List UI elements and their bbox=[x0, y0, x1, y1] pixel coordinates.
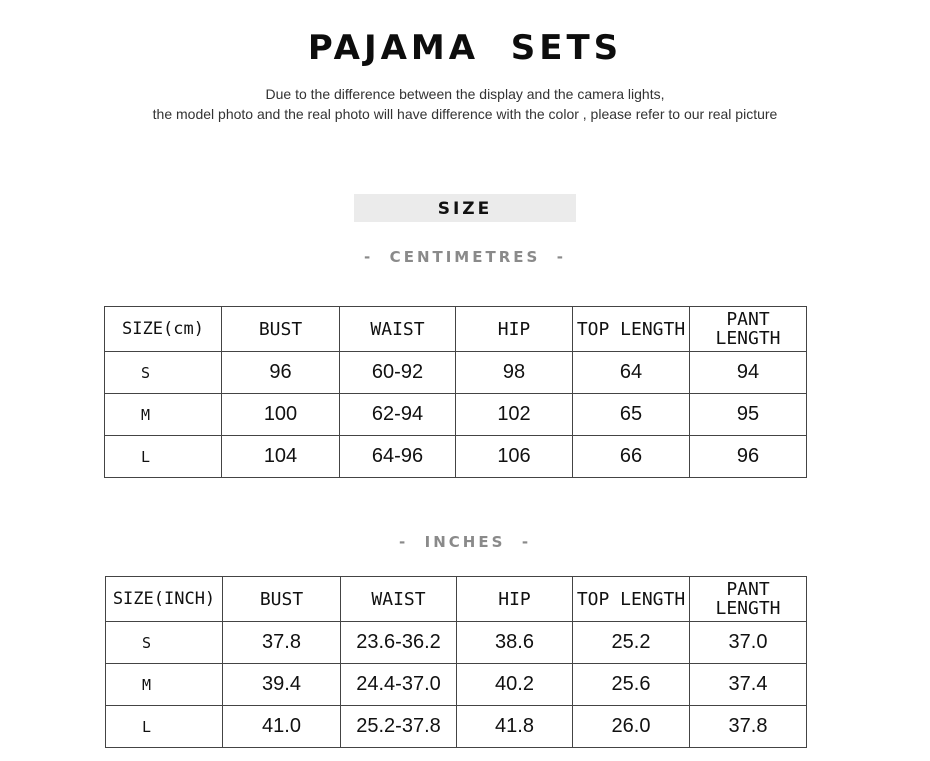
table-cell: 39.4 bbox=[223, 664, 341, 706]
column-header: WAIST bbox=[340, 307, 456, 352]
size-table-centimetres bbox=[104, 306, 807, 478]
inches-heading: - INCHES - bbox=[398, 533, 532, 551]
size-table-inches bbox=[105, 576, 807, 748]
centimetres-heading: - CENTIMETRES - bbox=[364, 248, 566, 266]
page-title: PAJAMA SETS bbox=[307, 28, 623, 68]
size-cell: M bbox=[106, 664, 223, 706]
column-header: WAIST bbox=[341, 577, 457, 622]
table-header-row bbox=[105, 307, 807, 352]
table-cell: 95 bbox=[690, 394, 807, 436]
table-cell: 41.8 bbox=[457, 706, 573, 748]
table-cell: 104 bbox=[222, 436, 340, 478]
column-header: TOP LENGTH bbox=[573, 307, 690, 352]
table-cell: 64 bbox=[573, 352, 690, 394]
table-cell: 40.2 bbox=[457, 664, 573, 706]
table-cell: 60-92 bbox=[340, 352, 456, 394]
table-cell: 37.8 bbox=[223, 622, 341, 664]
table-cell: 41.0 bbox=[223, 706, 341, 748]
table-cell: 23.6-36.2 bbox=[341, 622, 457, 664]
table-row bbox=[106, 622, 807, 664]
table-cell: 96 bbox=[222, 352, 340, 394]
table-cell: 100 bbox=[222, 394, 340, 436]
column-header: PANT LENGTH bbox=[690, 307, 807, 352]
size-cell: S bbox=[106, 622, 223, 664]
size-cell: S bbox=[105, 352, 222, 394]
size-cell: L bbox=[106, 706, 223, 748]
table-cell: 26.0 bbox=[573, 706, 690, 748]
table-cell: 65 bbox=[573, 394, 690, 436]
column-header: PANT LENGTH bbox=[690, 577, 807, 622]
table-cell: 25.6 bbox=[573, 664, 690, 706]
table-cell: 64-96 bbox=[340, 436, 456, 478]
table-cell: 38.6 bbox=[457, 622, 573, 664]
column-header: SIZE(INCH) bbox=[106, 577, 223, 622]
table-cell: 66 bbox=[573, 436, 690, 478]
column-header: SIZE(cm) bbox=[105, 307, 222, 352]
table-cell: 62-94 bbox=[340, 394, 456, 436]
table-cell: 37.4 bbox=[690, 664, 807, 706]
table-cell: 24.4-37.0 bbox=[341, 664, 457, 706]
table-cell: 106 bbox=[456, 436, 573, 478]
table-row bbox=[105, 394, 807, 436]
notice-line-2: the model photo and the real photo will have difference with the color , please refer to our real picture bbox=[152, 106, 778, 122]
table-cell: 96 bbox=[690, 436, 807, 478]
column-header: BUST bbox=[222, 307, 340, 352]
column-header: HIP bbox=[457, 577, 573, 622]
table-header-row bbox=[106, 577, 807, 622]
size-cell: M bbox=[105, 394, 222, 436]
table-row bbox=[105, 352, 807, 394]
table-row bbox=[106, 664, 807, 706]
table-cell: 102 bbox=[456, 394, 573, 436]
table-cell: 25.2 bbox=[573, 622, 690, 664]
column-header: HIP bbox=[456, 307, 573, 352]
table-cell: 25.2-37.8 bbox=[341, 706, 457, 748]
table-cell: 37.8 bbox=[690, 706, 807, 748]
table-row bbox=[105, 436, 807, 478]
column-header: TOP LENGTH bbox=[573, 577, 690, 622]
column-header: BUST bbox=[223, 577, 341, 622]
table-cell: 37.0 bbox=[690, 622, 807, 664]
table-cell: 98 bbox=[456, 352, 573, 394]
notice-line-1: Due to the difference between the display and the camera lights, bbox=[265, 86, 665, 102]
size-cell: L bbox=[105, 436, 222, 478]
table-cell: 94 bbox=[690, 352, 807, 394]
size-section-label: SIZE bbox=[354, 194, 576, 222]
table-row bbox=[106, 706, 807, 748]
